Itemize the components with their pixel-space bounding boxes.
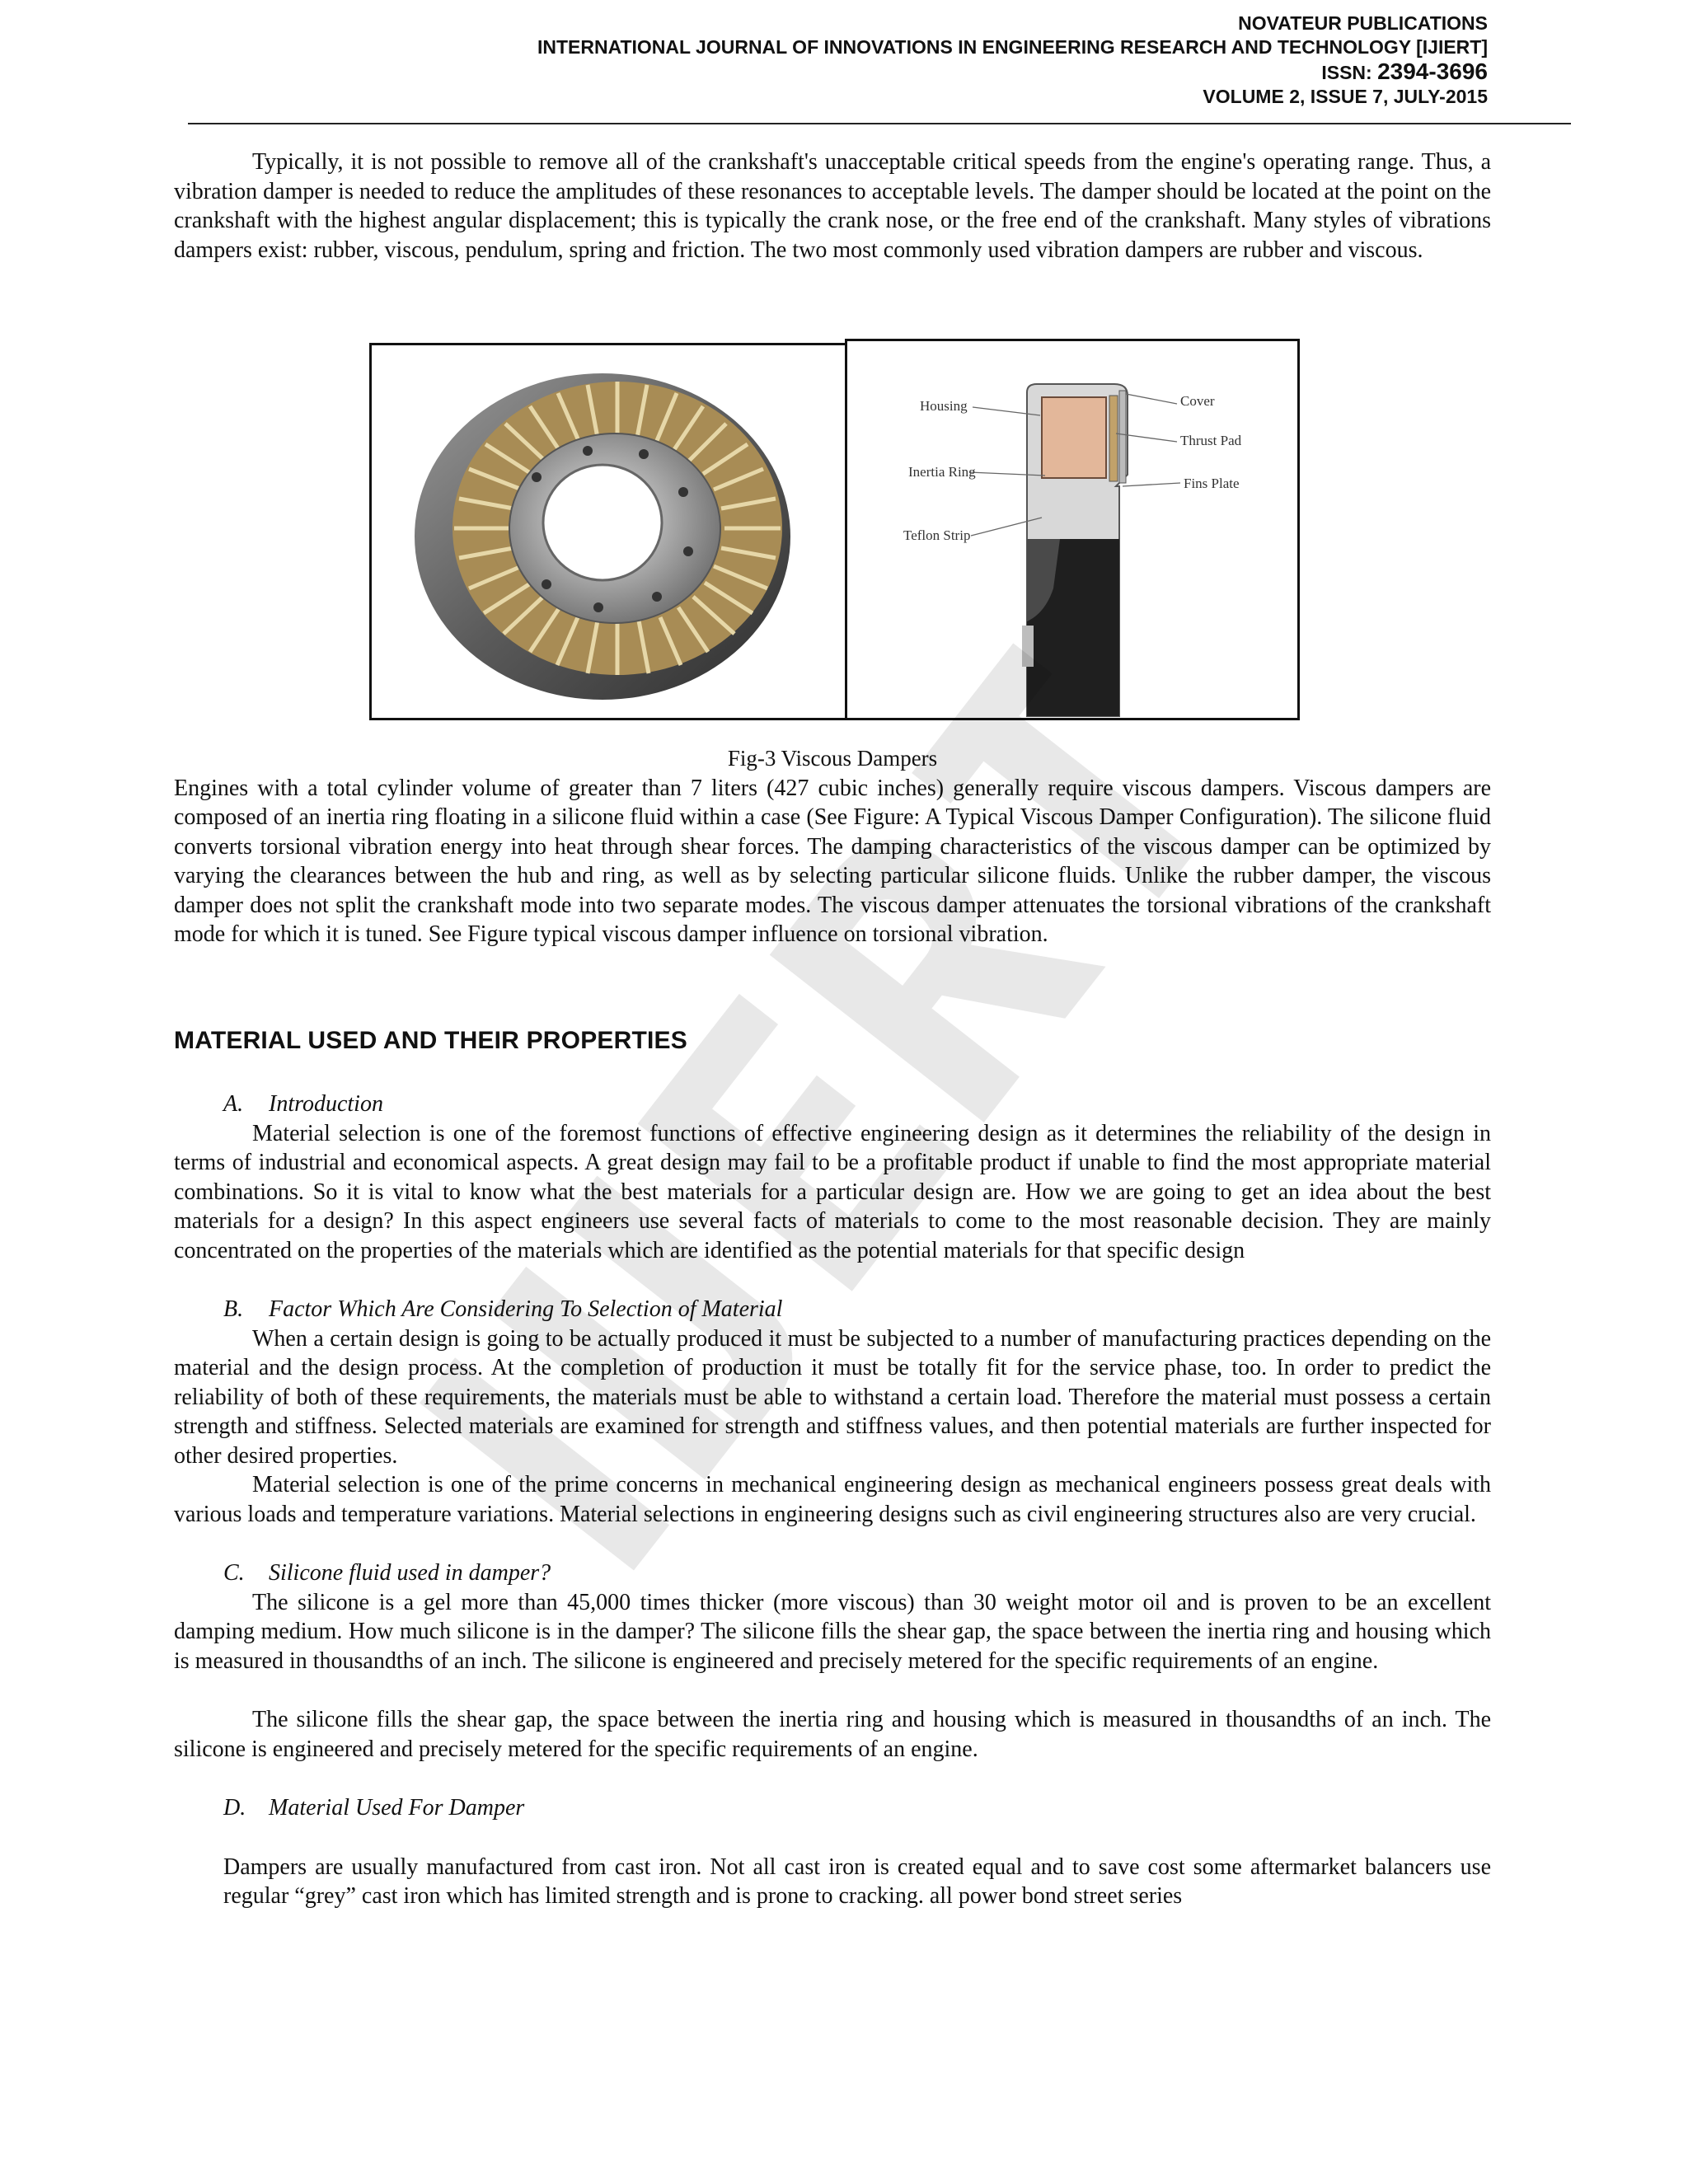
- subsection-c-text-2: The silicone fills the shear gap, the space between the inertia ring and housing which is measured in thousandths of an inch. The silicone is engineered and precisely metered for the specific requirements of an engine.: [174, 1707, 1491, 1762]
- subsection-c-letter: C.: [223, 1560, 245, 1586]
- figure-caption-block: [174, 744, 1491, 949]
- page-header: [537, 12, 1488, 109]
- subsection-d-heading: [223, 1793, 1491, 1823]
- header-divider: [188, 123, 1571, 124]
- subsection-d-letter: D.: [223, 1795, 246, 1821]
- label-fins-plate: Fins Plate: [1184, 476, 1240, 491]
- subsection-d-title: Material Used For Damper: [269, 1795, 525, 1821]
- damper-render-image: [372, 345, 845, 718]
- intro-block: [174, 148, 1491, 265]
- subsection-b-text-2: Material selection is one of the prime concerns in mechanical engineering design as mechanical engineers possess great deals with various loads and temperature variations. Material selections in engineering designs such as civil engineering structures also are very crucial.: [174, 1472, 1491, 1527]
- publisher-name: NOVATEUR PUBLICATIONS: [1238, 12, 1488, 34]
- label-teflon-strip: Teflon Strip: [903, 527, 971, 543]
- figure-cross-section: [845, 339, 1300, 720]
- issn-number: 2394-3696: [1377, 59, 1488, 84]
- subsection-b-title: Factor Which Are Considering To Selection of Material: [269, 1296, 783, 1322]
- subsection-d-text: Dampers are usually manufactured from cast iron. Not all cast iron is created equal and to save cost some aftermarket balancers use regular “grey” cast iron which has limited strength and is prone to cracking. all power bond street series: [223, 1854, 1491, 1909]
- subsection-c-heading: [223, 1558, 1491, 1588]
- cross-section-diagram: [847, 341, 1297, 718]
- subsection-c-text-1: The silicone is a gel more than 45,000 times thicker (more viscous) than 30 weight motor oil and is proven to be an excellent damping medium. How much silicone is in the damper? The silicone fills the shear gap, the space between the inertia ring and housing which is measured in thousandths of an inch. The silicone is engineered and precisely metered for the specific requirements of an engine.: [174, 1589, 1491, 1674]
- label-housing: Housing: [920, 398, 968, 414]
- intro-paragraph: Typically, it is not possible to remove all of the crankshaft's unacceptable critical speeds from the engine's operating range. Thus, a vibration damper is needed to reduce the amplitudes of these resonances to acceptable levels. The damper should be located at the point on the crankshaft with the highest angular displacement; this is typically the crank nose, or the free end of the crankshaft. Many styles of vibrations dampers exist: rubber, viscous, pendulum, spring and friction. The two most commonly used vibration dampers are rubber and viscous.: [174, 149, 1491, 263]
- label-inertia-ring: Inertia Ring: [908, 464, 976, 480]
- subsection-a-title: Introduction: [269, 1091, 383, 1117]
- journal-name: INTERNATIONAL JOURNAL OF INNOVATIONS IN ENGINEERING RESEARCH AND TECHNOLOGY [IJIERT]: [537, 36, 1488, 58]
- viscous-paragraph: Engines with a total cylinder volume of greater than 7 liters (427 cubic inches) generally require viscous dampers. Viscous dampers are composed of an inertia ring floating in a silicone fluid within a case (See Figure: A Typical Viscous Damper Configuration). The silicone fluid converts torsional vibration energy into heat through shear forces. The damping characteristics of the viscous damper can be optimized by varying the clearances between the hub and ring, as well as by selecting particular silicone fluids. Unlike the rubber damper, the viscous damper does not split the crankshaft mode into two separate modes. The viscous damper attenuates the torsional vibrations of the crankshaft mode for which it is tuned. See Figure typical viscous damper influence on torsional vibration.: [174, 775, 1491, 947]
- subsection-b-heading: [223, 1295, 1491, 1324]
- subsection-a-text: Material selection is one of the foremost functions of effective engineering design as it determines the reliability of the design in terms of industrial and economical aspects. A great design may fail to be a profitable product if unable to find the most appropriate material combinations. So it is vital to know what the best materials for a particular design are. How we are going to get an idea about the best materials for a design? In this aspect engineers use several facts of materials to come to the most reasonable decision. They are mainly concentrated on the properties of the materials which are identified as the potential materials for that specific design: [174, 1120, 1491, 1263]
- volume-line: VOLUME 2, ISSUE 7, JULY-2015: [1203, 86, 1488, 107]
- figure-damper-render: [369, 343, 847, 720]
- label-cover: Cover: [1180, 393, 1215, 409]
- issn-line: [537, 59, 1488, 85]
- subsection-c-title: Silicone fluid used in damper?: [269, 1560, 551, 1586]
- subsection-a-heading: [223, 1090, 1491, 1119]
- subsection-a-letter: A.: [223, 1091, 244, 1117]
- figure-caption: Fig-3 Viscous Dampers: [727, 746, 938, 771]
- section-title: MATERIAL USED AND THEIR PROPERTIES: [174, 1027, 687, 1054]
- subsection-b-letter: B.: [223, 1296, 244, 1322]
- material-section: [174, 1027, 1491, 1911]
- issn-label: ISSN:: [1321, 62, 1378, 83]
- label-thrust-pad: Thrust Pad: [1180, 433, 1242, 448]
- subsection-b-text-1: When a certain design is going to be actually produced it must be subjected to a number of manufacturing practices depending on the material and the design process. At the completion of production it must be totally fit for the service phase, too. In order to predict the reliability of both of these requirements, the materials must be able to withstand a certain load. Therefore the material must possess a certain strength and stiffness. Selected materials are examined for strength and stiffness values, and then potential materials are further inspected for other desired properties.: [174, 1325, 1491, 1469]
